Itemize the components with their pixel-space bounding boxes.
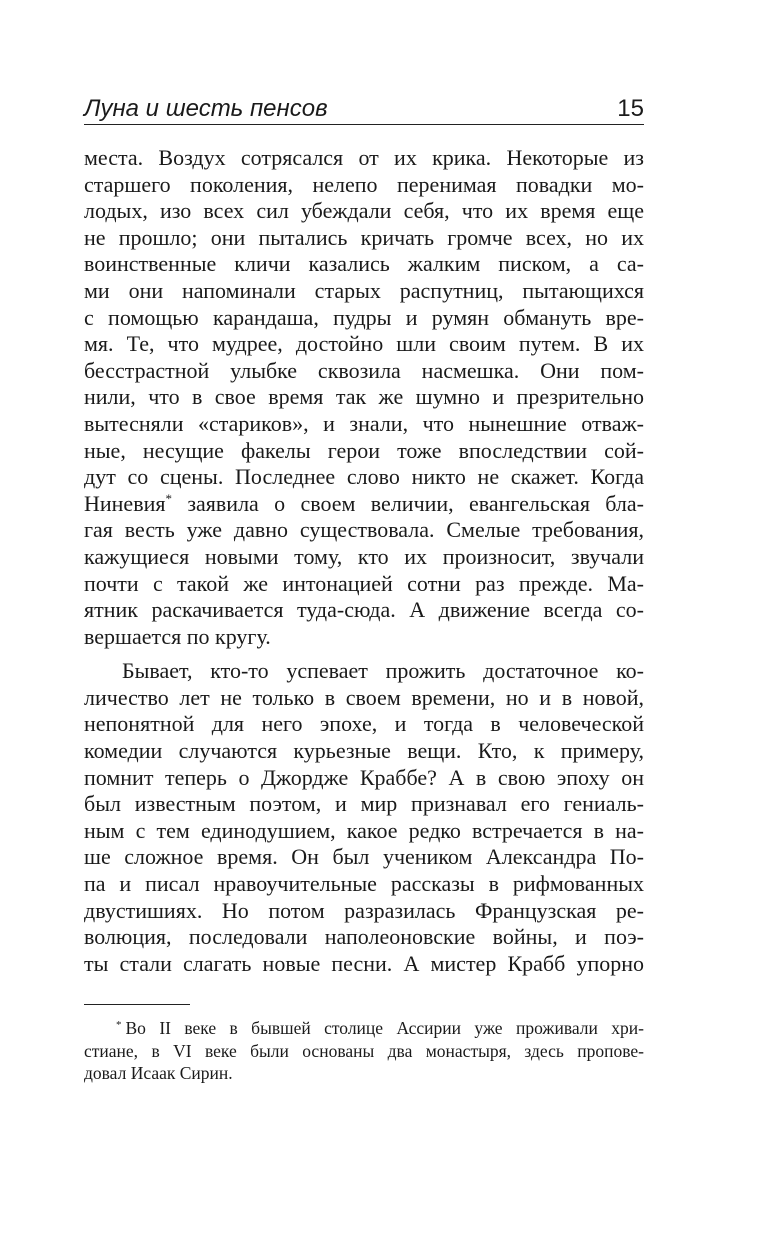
text-line: Бывает, кто-то успевает прожить достаточное ко-	[122, 658, 644, 684]
footnote-rule	[84, 1004, 190, 1005]
running-header	[84, 94, 644, 125]
footnote	[84, 1017, 644, 1085]
text-line: был известным поэтом, и мир признавал его гениаль-	[84, 791, 644, 817]
text-line: воинственные кличи казались жалким писком, а са-	[84, 251, 644, 277]
text-line-ninevia	[84, 491, 644, 518]
text-line: вытесняли «стариков», и знали, что нынешние отваж-	[84, 410, 644, 436]
text-line: с помощью карандаша, пудры и румян обмануть вре-	[84, 304, 644, 330]
text-line: ным с тем единодушием, какое редко встречается в на-	[84, 817, 644, 843]
text-line: двустишиях. Но потом разразилась Французская ре-	[84, 897, 644, 923]
text-line: места. Воздух сотрясался от их крика. Некоторые из	[84, 145, 644, 170]
running-title: Луна и шесть пенсов	[84, 95, 328, 122]
text-line: почти с такой же интонацией сотни раз прежде. Ма-	[84, 570, 644, 596]
text-line: бесстрастной улыбке сквозила насмешка. Они пом-	[84, 357, 644, 383]
text-line: ные, несущие факелы герои тоже впоследствии сой-	[84, 437, 644, 463]
text-line: мя. Те, что мудрее, достойно шли своим путем. В их	[84, 331, 644, 357]
text-line: помнит теперь о Джордже Краббе? А в свою эпоху он	[84, 764, 644, 790]
text-line: непонятной для него эпохе, и тогда в человеческой	[84, 711, 644, 737]
text-line: ше сложное время. Он был учеником Александра По-	[84, 844, 644, 870]
text-line: личество лет не только в своем времени, но и в новой,	[84, 684, 644, 710]
text-line: кажущиеся новыми тому, кто их произносит, звучали	[84, 543, 644, 569]
paragraph-gap	[84, 650, 644, 658]
text-line: гая весть уже давно существовала. Смелые требования,	[84, 517, 644, 543]
text-line: па и писал нравоучительные рассказы в рифмованных	[84, 871, 644, 897]
text-line: вершается по кругу.	[84, 623, 271, 649]
text-line: лодых, изо всех сил убеждали себя, что их время еще	[84, 198, 644, 224]
footnote-marker: *	[116, 1019, 122, 1031]
text-line: старшего поколения, нелепо перенимая повадки мо-	[84, 171, 644, 197]
ninevia-word: Ниневия	[84, 490, 166, 516]
text-line: не прошло; они пытались кричать громче всех, но их	[84, 224, 644, 250]
footnote-line: стиане, в VI веке были основаны два монастыря, здесь пропове-	[84, 1040, 644, 1061]
text-line: ты стали слагать новые песни. А мистер Крабб упорно	[84, 950, 644, 976]
text-line: ятник раскачивается туда-сюда. А движение всегда со-	[84, 597, 644, 623]
ninevia-rest: заявила о своем величии, евангельская бла-	[171, 490, 644, 516]
footnote-reference: *	[165, 490, 172, 506]
text-line: комедии случаются курьезные вещи. Кто, к примеру,	[84, 738, 644, 764]
text-line: дут со сцены. Последнее слово никто не скажет. Когда	[84, 464, 644, 490]
text-line: нили, что в свое время так же шумно и презрительно	[84, 384, 644, 410]
body-text	[84, 145, 644, 977]
text-line: ми они напоминали старых распутниц, пытающихся	[84, 277, 644, 303]
page-number: 15	[617, 95, 644, 122]
footnote-line: довал Исаак Сирин.	[84, 1063, 233, 1084]
footnote-text: Во II веке в бывшей столице Ассирии уже проживали хри-	[125, 1018, 644, 1038]
footnote-line	[84, 1017, 644, 1040]
text-line: волюция, последовали наполеоновские войны, и поэ-	[84, 924, 644, 950]
